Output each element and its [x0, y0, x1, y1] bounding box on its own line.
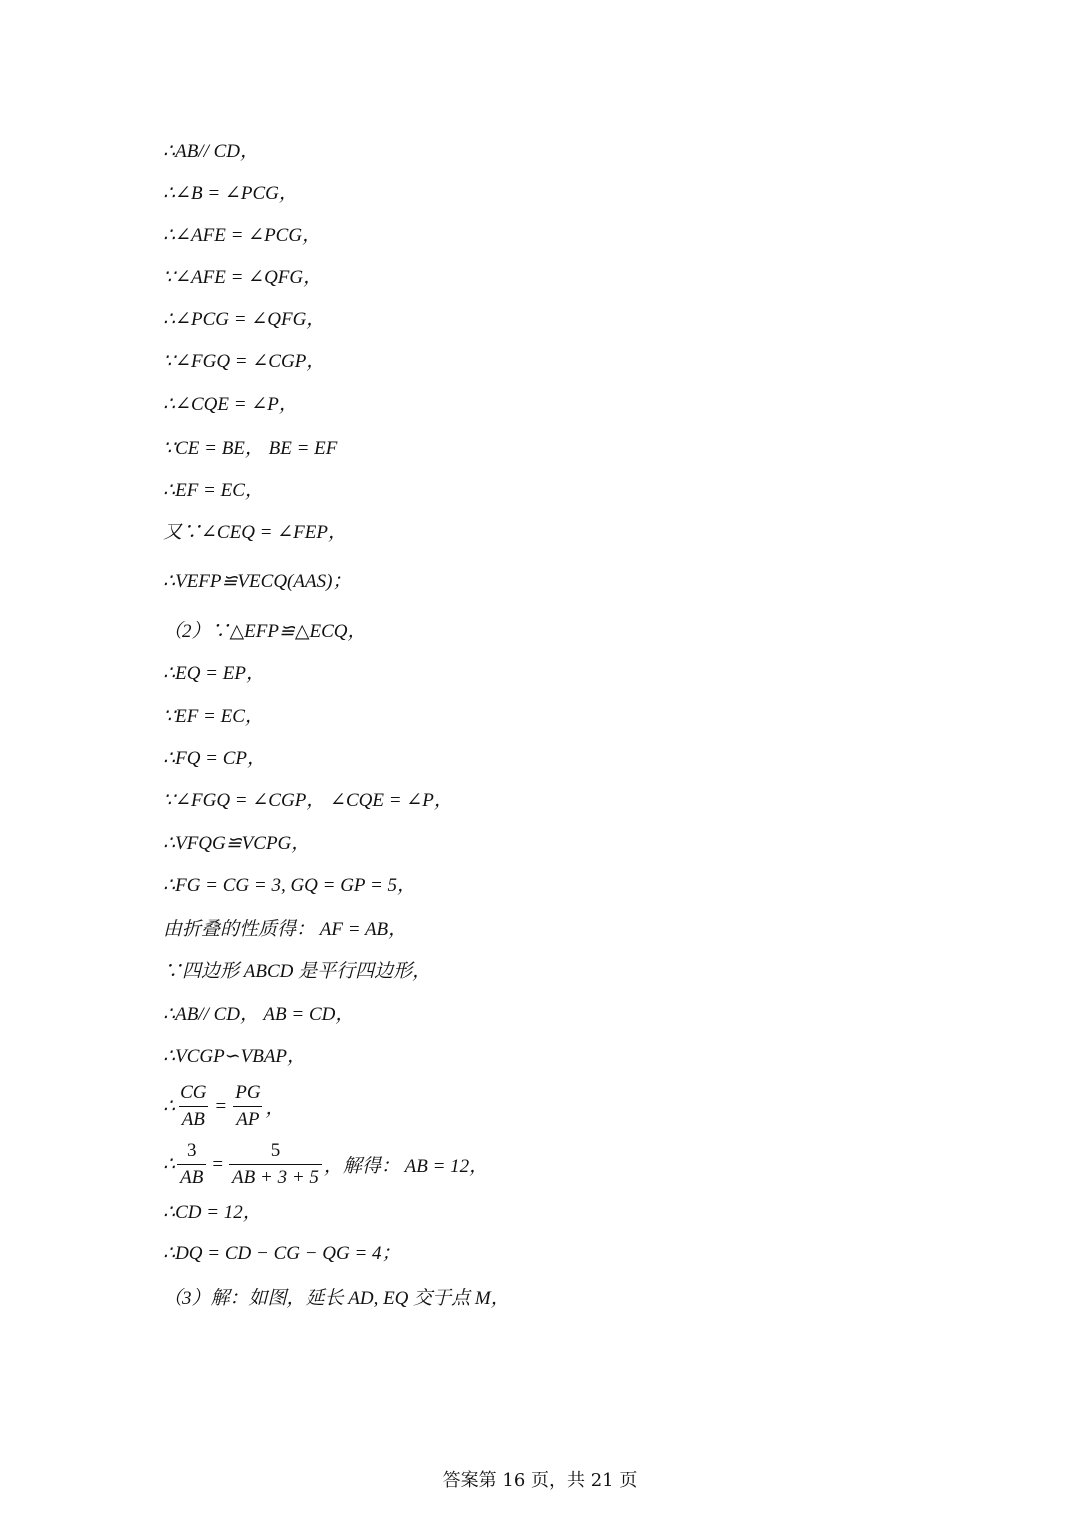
proof-line-16: ∵∠FGQ = ∠CGP， ∠CQE = ∠P，: [163, 790, 453, 811]
fraction-equation-1: [163, 1082, 285, 1131]
proof-line-6: ∵∠FGQ = ∠CGP，: [163, 351, 326, 372]
proof-line-23: ∴CD = 12，: [163, 1202, 262, 1223]
proof-line-22: ∴VCGP∽VBAP，: [163, 1046, 307, 1067]
proof-line-10: 又∵∠CEQ = ∠FEP，: [163, 522, 347, 543]
proof-line-14: ∵EF = EC，: [163, 706, 264, 727]
proof-line-9: ∴EF = EC，: [163, 480, 264, 501]
proof-line-8: ∵CE = BE， BE = EF: [163, 438, 338, 459]
proof-line-7: ∴∠CQE = ∠P，: [163, 394, 298, 415]
fraction-right: [232, 1082, 263, 1131]
fraction-equation-2: [163, 1140, 488, 1189]
proof-line-5: ∴∠PCG = ∠QFG，: [163, 309, 326, 330]
page-footer: 答案第 16 页，共 21 页: [442, 1470, 638, 1491]
therefore-symbol: ∴: [163, 1096, 176, 1117]
proof-line-4: ∵∠AFE = ∠QFG，: [163, 267, 323, 288]
proof-line-21: ∴AB// CD， AB = CD，: [163, 1004, 355, 1025]
fraction-left: [177, 1140, 206, 1189]
proof-line-18: ∴FG = CG = 3, GQ = GP = 5，: [163, 875, 417, 896]
numerator: 3: [186, 1140, 197, 1161]
therefore-symbol: ∴: [163, 1154, 176, 1175]
fraction-left: [177, 1082, 209, 1131]
proof-line-20: ∵四边形 ABCD 是平行四边形，: [163, 961, 432, 982]
solution-text: ，解得： AB = 12，: [323, 1156, 489, 1177]
proof-line-1: ∴AB// CD，: [163, 141, 260, 162]
denominator: AP: [233, 1106, 262, 1131]
proof-line-12: （2）∵△EFP≌△ECQ，: [163, 621, 367, 642]
proof-line-19: 由折叠的性质得： AF = AB，: [163, 919, 408, 940]
equals-sign: =: [215, 1095, 227, 1117]
numerator: CG: [180, 1082, 207, 1103]
denominator: AB: [177, 1164, 206, 1189]
proof-line-13: ∴EQ = EP，: [163, 663, 265, 684]
proof-line-25: （3）解：如图，延长 AD, EQ 交于点 M，: [163, 1288, 510, 1309]
proof-line-24: ∴DQ = CD − CG − QG = 4；: [163, 1243, 401, 1264]
fraction-right: [229, 1140, 322, 1189]
proof-line-15: ∴FQ = CP，: [163, 748, 267, 769]
comma: ，: [265, 1098, 285, 1119]
proof-line-3: ∴∠AFE = ∠PCG，: [163, 225, 322, 246]
numerator: 5: [270, 1140, 281, 1161]
denominator: AB + 3 + 5: [229, 1164, 322, 1189]
proof-line-17: ∴VFQG≌VCPG，: [163, 833, 311, 854]
proof-line-11: ∴VEFP≌VECQ(AAS)；: [163, 571, 352, 592]
proof-line-2: ∴∠B = ∠PCG，: [163, 183, 298, 204]
equals-sign: =: [212, 1153, 224, 1175]
numerator: PG: [235, 1082, 261, 1103]
denominator: AB: [179, 1106, 208, 1131]
